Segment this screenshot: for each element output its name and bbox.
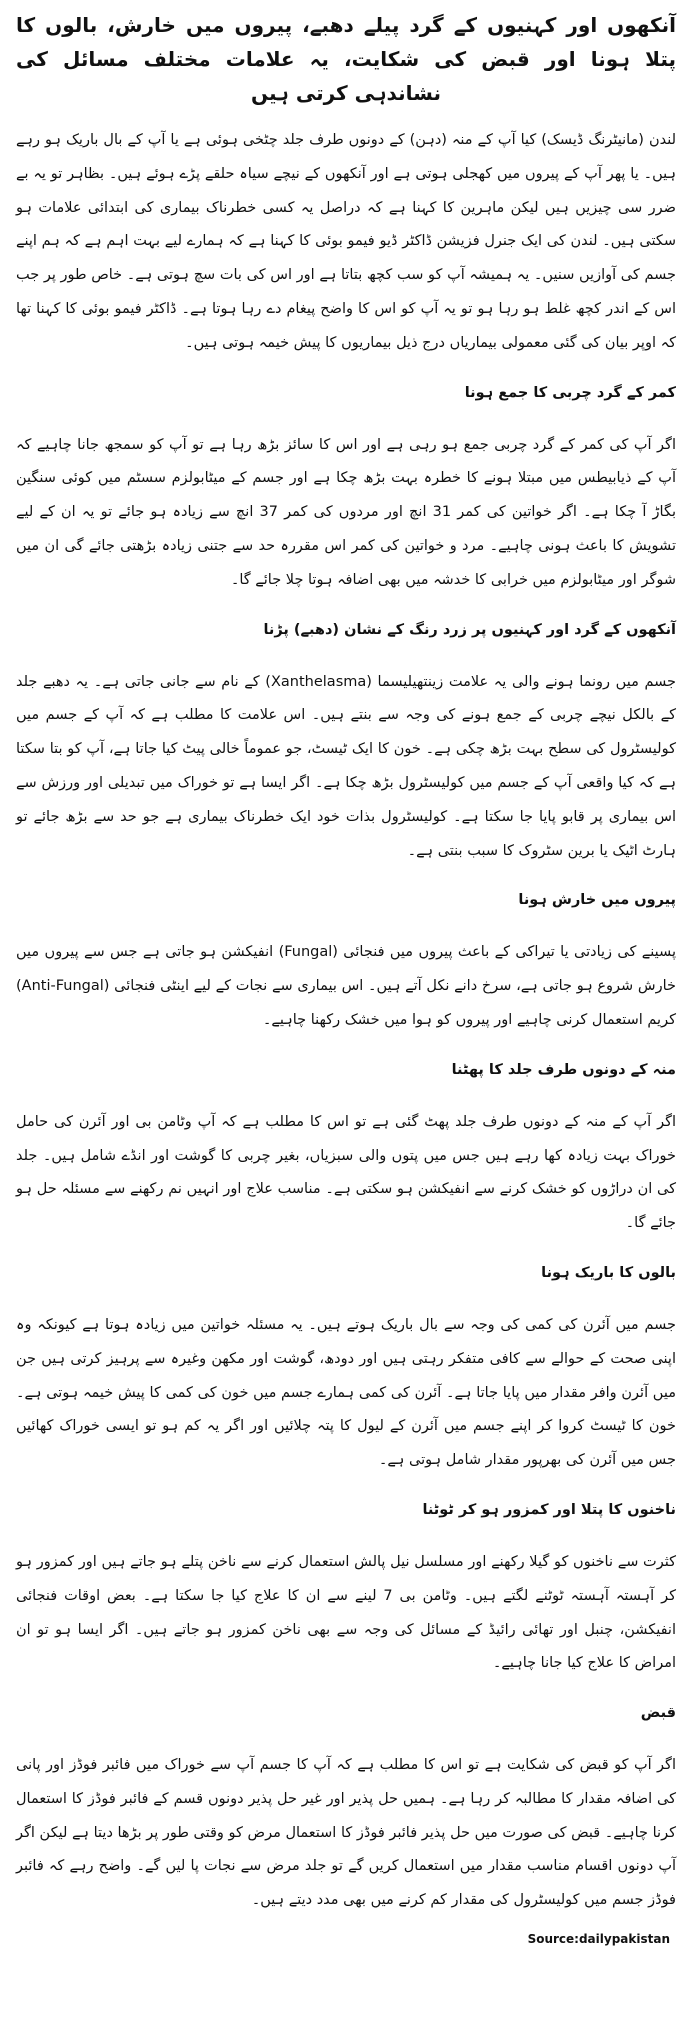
section-body: اگر آپ کے منہ کے دونوں طرف جلد پھٹ گئی ہے تو اس کا مطلب ہے کہ آپ وٹامن بی اور آئرن کی حامل خوراک بہت زیادہ کھا رہے ہیں جس میں پتوں والی سبزیاں، بغیر چربی کا گوشت اور انڈے شامل ہیں۔ جلد کی ان دراڑوں کو خشک کرنے سے انفیکشن ہو سکتی ہے۔ مناسب علاج اور انہیں نم رکھنے سے مسئلہ حل ہو جائے گا۔ [16, 1113, 676, 1232]
section-heading: منہ کے دونوں طرف جلد کا پھٹنا [451, 1061, 676, 1078]
section-heading: بالوں کا باریک ہونا [541, 1264, 676, 1281]
section-body: اگر آپ کو قبض کی شکایت ہے تو اس کا مطلب ہے کہ آپ کا جسم آپ سے خوراک میں فائبر فوڈز اور پانی کی اضافہ مقدار کا مطالبہ کر رہا ہے۔ ہمیں حل پذیر اور غیر حل پذیر دونوں قسم کے فائبر فوڈز کا استعمال کرنا چاہیے۔ قبض کی صورت میں حل پذیر فائبر فوڈز کا استعمال مرض کو وقتی طور پر بڑھا دیتا ہے لیکن اگر آپ دونوں اقسام مناسب مقدار میں استعمال کریں گے تو جلد مرض سے نجات پا لیں گے۔ واضح رہے کہ فائبر فوڈز جسم میں کولیسٹرول کی مقدار کم کرنے میں بھی مدد دیتے ہیں۔ [16, 1757, 676, 1909]
section-xanthelasma [16, 616, 676, 869]
section-heading: کمر کے گرد چربی کا جمع ہونا [464, 384, 676, 401]
section-heading: ناخنوں کا پتلا اور کمزور ہو کر ٹوٹنا [422, 1501, 676, 1518]
section-body: جسم میں رونما ہونے والی یہ علامت زینتھیلیسما (Xanthelasma) کے نام سے جانی جاتی ہے۔ یہ دھبے جلد کے بالکل نیچے چربی کے جمع ہونے کی وجہ سے بنتے ہیں۔ اس علامت کا مطلب ہے کہ آپ کے جسم میں کولیسٹرول کی سطح بہت بڑھ چکی ہے۔ خون کا ایک ٹیسٹ، جو عموماً خالی پیٹ کیا جاتا ہے، آپ کو بتا سکتا ہے کہ کیا واقعی آپ کے جسم میں کولیسٹرول بڑھ چکا ہے۔ اگر ایسا ہے تو خوراک میں تبدیلی اور ورزش سے اس بیماری پر قابو پایا جا سکتا ہے۔ کولیسٹرول بذات خود ایک خطرناک بیماری ہے جو حد سے بڑھ جائے تو ہارٹ اٹیک یا برین سٹروک کا سبب بنتی ہے۔ [16, 673, 676, 859]
section-heading: قبض [640, 1705, 676, 1722]
section-body: کثرت سے ناخنوں کو گیلا رکھنے اور مسلسل نیل پالش استعمال کرنے سے ناخن پتلے ہو جاتے ہیں اور کمزور ہو کر آہستہ آہستہ ٹوٹنے لگتے ہیں۔ وٹامن بی 7 لینے سے ان کا علاج کیا جا سکتا ہے۔ بعض اوقات فنجائی انفیکشن، چنبل اور تھائی رائیڈ کے مسائل کی وجہ سے بھی ناخن کمزور ہو جاتے ہیں۔ اگر ایسا ہو تو ان امراض کا علاج کیا جانا چاہیے۔ [16, 1553, 676, 1672]
article-title: آنکھوں اور کہنیوں کے گرد پیلے دھبے، پیروں میں خارش، بالوں کا پتلا ہونا اور قبض کی شکایت، یہ علامات مختلف مسائل کی نشاندہی کرتی ہیں [16, 13, 676, 105]
section-heading: آنکھوں کے گرد اور کہنیوں پر زرد رنگ کے نشان (دھبے) پڑنا [263, 621, 676, 638]
section-thinning-hair [16, 1259, 676, 1478]
section-body: پسینے کی زیادتی یا تیراکی کے باعث پیروں میں فنجائی (Fungal) انفیکشن ہو جاتی ہے جس سے پیروں میں خارش شروع ہو جاتی ہے، سرخ دانے نکل آتے ہیں۔ اس بیماری سے نجات کے لیے اینٹی فنجائی (Anti-Fungal) کریم استعمال کرنی چاہیے اور پیروں کو ہوا میں خشک رکھنا چاہیے۔ [16, 944, 676, 1028]
intro-paragraph: لندن (مانیٹرنگ ڈیسک) کیا آپ کے منہ (دہن) کے دونوں طرف جلد چٹخی ہوئی ہے یا آپ کے بال باریک ہو رہے ہیں۔ یا پھر آپ کے پیروں میں کھجلی ہوتی ہے اور آنکھوں کے نیچے سیاہ حلقے پڑے ہوئے ہیں۔ بظاہر تو یہ بے ضرر سی چیزیں ہیں لیکن ماہرین کا کہنا ہے کہ دراصل یہ کسی خطرناک بیماری کی ابتدائی علامات ہو سکتی ہیں۔ لندن کی ایک جنرل فزیشن ڈاکٹر ڈیو فیمو بوئی کا کہنا ہے کہ ہمارے لیے بہت اہم ہے کہ ہم اپنے جسم کی آوازیں سنیں۔ یہ ہمیشہ آپ کو سب کچھ بتاتا ہے اور اس کی بات سچ ہوتی ہے۔ خاص طور پر جب اس کے اندر کچھ غلط ہو رہا ہو تو یہ آپ کو اس کا واضح پیغام دے رہا ہوتا ہے۔ ڈاکٹر فیمو بوئی کا کہنا تھا کہ اوپر بیان کی گئی معمولی بیماریاں درج ذیل بیماریوں کا پیش خیمہ ہوتی ہیں۔ [16, 132, 676, 351]
section-cracked-mouth-corners [16, 1056, 676, 1241]
section-body: اگر آپ کی کمر کے گرد چربی جمع ہو رہی ہے اور اس کا سائز بڑھ رہا ہے تو آپ کو سمجھ جانا چاہیے کہ آپ کے ذیابیطس میں مبتلا ہونے کا خطرہ بہت بڑھ چکا ہے اور جسم کے میٹابولزم سسٹم میں کوئی سنگین بگاڑ آ چکا ہے۔ اگر خواتین کی کمر 31 انچ اور مردوں کی کمر 37 انچ سے زیادہ ہو جائے تو یہ ان کے لیے تشویش کا باعث ہونی چاہیے۔ مرد و خواتین کی کمر اس مقررہ حد سے جتنی زیادہ بڑھتی جائے گی ان میں شوگر اور میٹابولزم میں خرابی کا خدشہ میں بھی اضافہ ہوتا چلا جائے گا۔ [16, 436, 677, 588]
source-credit: Source:dailypakistan [527, 1932, 670, 1947]
section-brittle-nails [16, 1496, 676, 1681]
section-itchy-feet [16, 886, 676, 1037]
section-constipation [16, 1699, 676, 1918]
section-belly-fat [16, 379, 676, 598]
section-body: جسم میں آئرن کی کمی کی وجہ سے بال باریک ہوتے ہیں۔ یہ مسئلہ خواتین میں زیادہ ہوتا ہے کیونکہ وہ اپنی صحت کے حوالے سے کافی متفکر رہتی ہیں اور دودھ، گوشت اور مکھن وغیرہ سے پرہیز کرتی ہیں جن میں آئرن وافر مقدار میں پایا جاتا ہے۔ آئرن کی کمی ہمارے جسم میں خون کی کمی کا پیش خیمہ ہوتی ہے۔ خون کا ٹیسٹ کروا کر اپنے جسم میں آئرن کے لیول کا پتہ چلائیں اور اگر یہ کم ہو تو ایسی خوراک کھائیں جس میں آئرن کی بھرپور مقدار شامل ہوتی ہے۔ [16, 1316, 676, 1469]
section-heading: پیروں میں خارش ہونا [518, 892, 676, 909]
